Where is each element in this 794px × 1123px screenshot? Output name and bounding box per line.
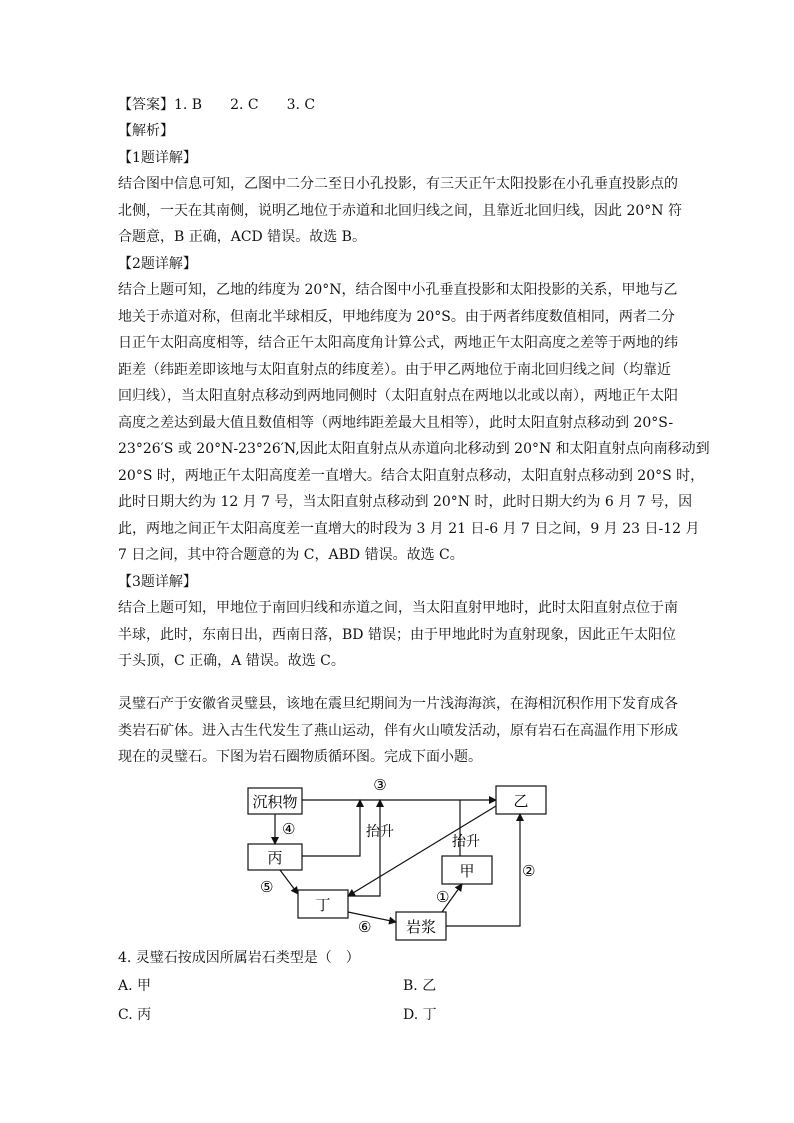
q2-line: 地关于赤道对称，但南北半球相反，甲地纬度为 20°S。由于两者纬度数值相同，两者二分 xyxy=(118,308,675,325)
question-4 xyxy=(118,945,678,972)
label-uplift-right: 抬升 xyxy=(452,834,480,850)
intro-line: 类岩石矿体。进入古生代发生了燕山运动，伴有火山喷发活动，原有岩石在高温作用下形成 xyxy=(118,722,678,739)
q2-line: 20°S 时，两地正午太阳高度差一直增大。结合太阳直射点移动，太阳直射点移动到 20°S 时， xyxy=(118,467,705,484)
label-n1: ① xyxy=(436,888,450,906)
q2-line: 结合上题可知，乙地的纬度为 20°N，结合图中小孔垂直投影和太阳投影的关系，甲地与乙 xyxy=(118,282,678,298)
q2-line: 7 日之间，其中符合题意的为 C，ABD 错误。故选 C。 xyxy=(118,547,464,563)
q1-line: 合题意，B 正确，ACD 错误。故选 B。 xyxy=(118,229,366,245)
q2-line: 日正午太阳高度相等，结合正午太阳高度角计算公式，两地正午太阳高度之差等于两地的纬 xyxy=(118,335,678,351)
q3-line: 于头顶，C 正确，A 错误。故选 C。 xyxy=(118,653,345,669)
q2-line: 此时日期大约为 12 月 7 号，当太阳直射点移动到 20°N 时，此时日期大约为 6 月 7 号，因 xyxy=(118,494,693,510)
option-d[interactable]: D. 丁 xyxy=(403,1007,437,1023)
q1-line: 北侧，一天在其南侧，说明乙地位于赤道和北回归线之间，且靠近北回归线，因此 20°N 符 xyxy=(118,202,682,219)
option-b[interactable]: B. 乙 xyxy=(403,978,437,994)
bing-uplift-arrow xyxy=(302,800,360,856)
answer-line: 【答案】1. B 2. C 3. C xyxy=(118,97,316,113)
jia-label: 甲 xyxy=(459,862,475,880)
intro-block xyxy=(118,691,678,771)
bing-to-ding-arrow xyxy=(280,870,298,894)
label-n3: ③ xyxy=(373,776,387,794)
q2-heading: 【2题详解】 xyxy=(118,255,197,272)
label-n5: ⑤ xyxy=(260,878,274,896)
q1-heading: 【1题详解】 xyxy=(118,149,197,166)
magma-label: 岩浆 xyxy=(405,918,437,936)
yi-label: 乙 xyxy=(513,792,529,810)
q3-line: 半球，此时，东南日出，西南日落，BD 错误；由于甲地此时为直射现象，因此正午太阳位 xyxy=(118,626,676,643)
q2-line: 距差（纬距差即该地与太阳直射点的纬度差）。由于甲乙两地位于南北回归线之间（均靠近 xyxy=(118,361,671,378)
option-a[interactable]: A. 甲 xyxy=(118,978,152,994)
q2-line: 此，两地之间正午太阳高度差一直增大的时段为 3 月 21 日-6 月 7 日之间，9 月 23 日-12 月 xyxy=(118,520,700,537)
rock-cycle-diagram xyxy=(230,770,560,950)
q2-line: 23°26′S 或 20°N-23°26′N,因此太阳直射点从赤道向北移动到 20°N 和太阳直射点向南移动到 xyxy=(118,441,710,457)
q3-heading: 【3题详解】 xyxy=(118,573,197,590)
bing-label: 丙 xyxy=(267,849,283,867)
ding-uplift-arrow xyxy=(348,800,380,896)
label-n2: ② xyxy=(522,862,536,880)
question-4-stem: 4. 灵璧石按成因所属岩石类型是（ ） xyxy=(118,950,360,966)
label-n4: ④ xyxy=(282,820,296,838)
intro-line: 灵璧石产于安徽省灵璧县，该地在震旦纪期间为一片浅海海滨，在海相沉积作用下发育成各 xyxy=(118,696,678,712)
q2-line: 高度之差达到最大值且数值相等（两地纬距差最大且相等），此时太阳直射点移动到 20°S- xyxy=(118,414,674,431)
label-uplift-left: 抬升 xyxy=(366,824,394,840)
option-c[interactable]: C. 丙 xyxy=(118,1007,152,1023)
label-n6: ⑥ xyxy=(358,918,372,936)
analysis-block xyxy=(118,118,710,675)
q2-line: 回归线），当太阳直射点移动到两地同侧时（太阳直射点在两地以北或以南），两地正午太阳 xyxy=(118,388,678,404)
intro-line: 现在的灵璧石。下图为岩石圈物质循环图。完成下面小题。 xyxy=(118,749,482,765)
sediment-label: 沉积物 xyxy=(252,793,298,811)
analysis-label: 【解析】 xyxy=(118,123,174,139)
answer-block xyxy=(118,92,678,119)
ding-to-magma-arrow xyxy=(348,912,396,922)
q3-line: 结合上题可知，甲地位于南回归线和赤道之间，当太阳直射甲地时，此时太阳直射点位于南 xyxy=(118,600,678,616)
ding-label: 丁 xyxy=(315,896,331,914)
q1-line: 结合图中信息可知，乙图中二分二至日小孔投影，有三天正午太阳投影在小孔垂直投影点的 xyxy=(118,176,678,192)
